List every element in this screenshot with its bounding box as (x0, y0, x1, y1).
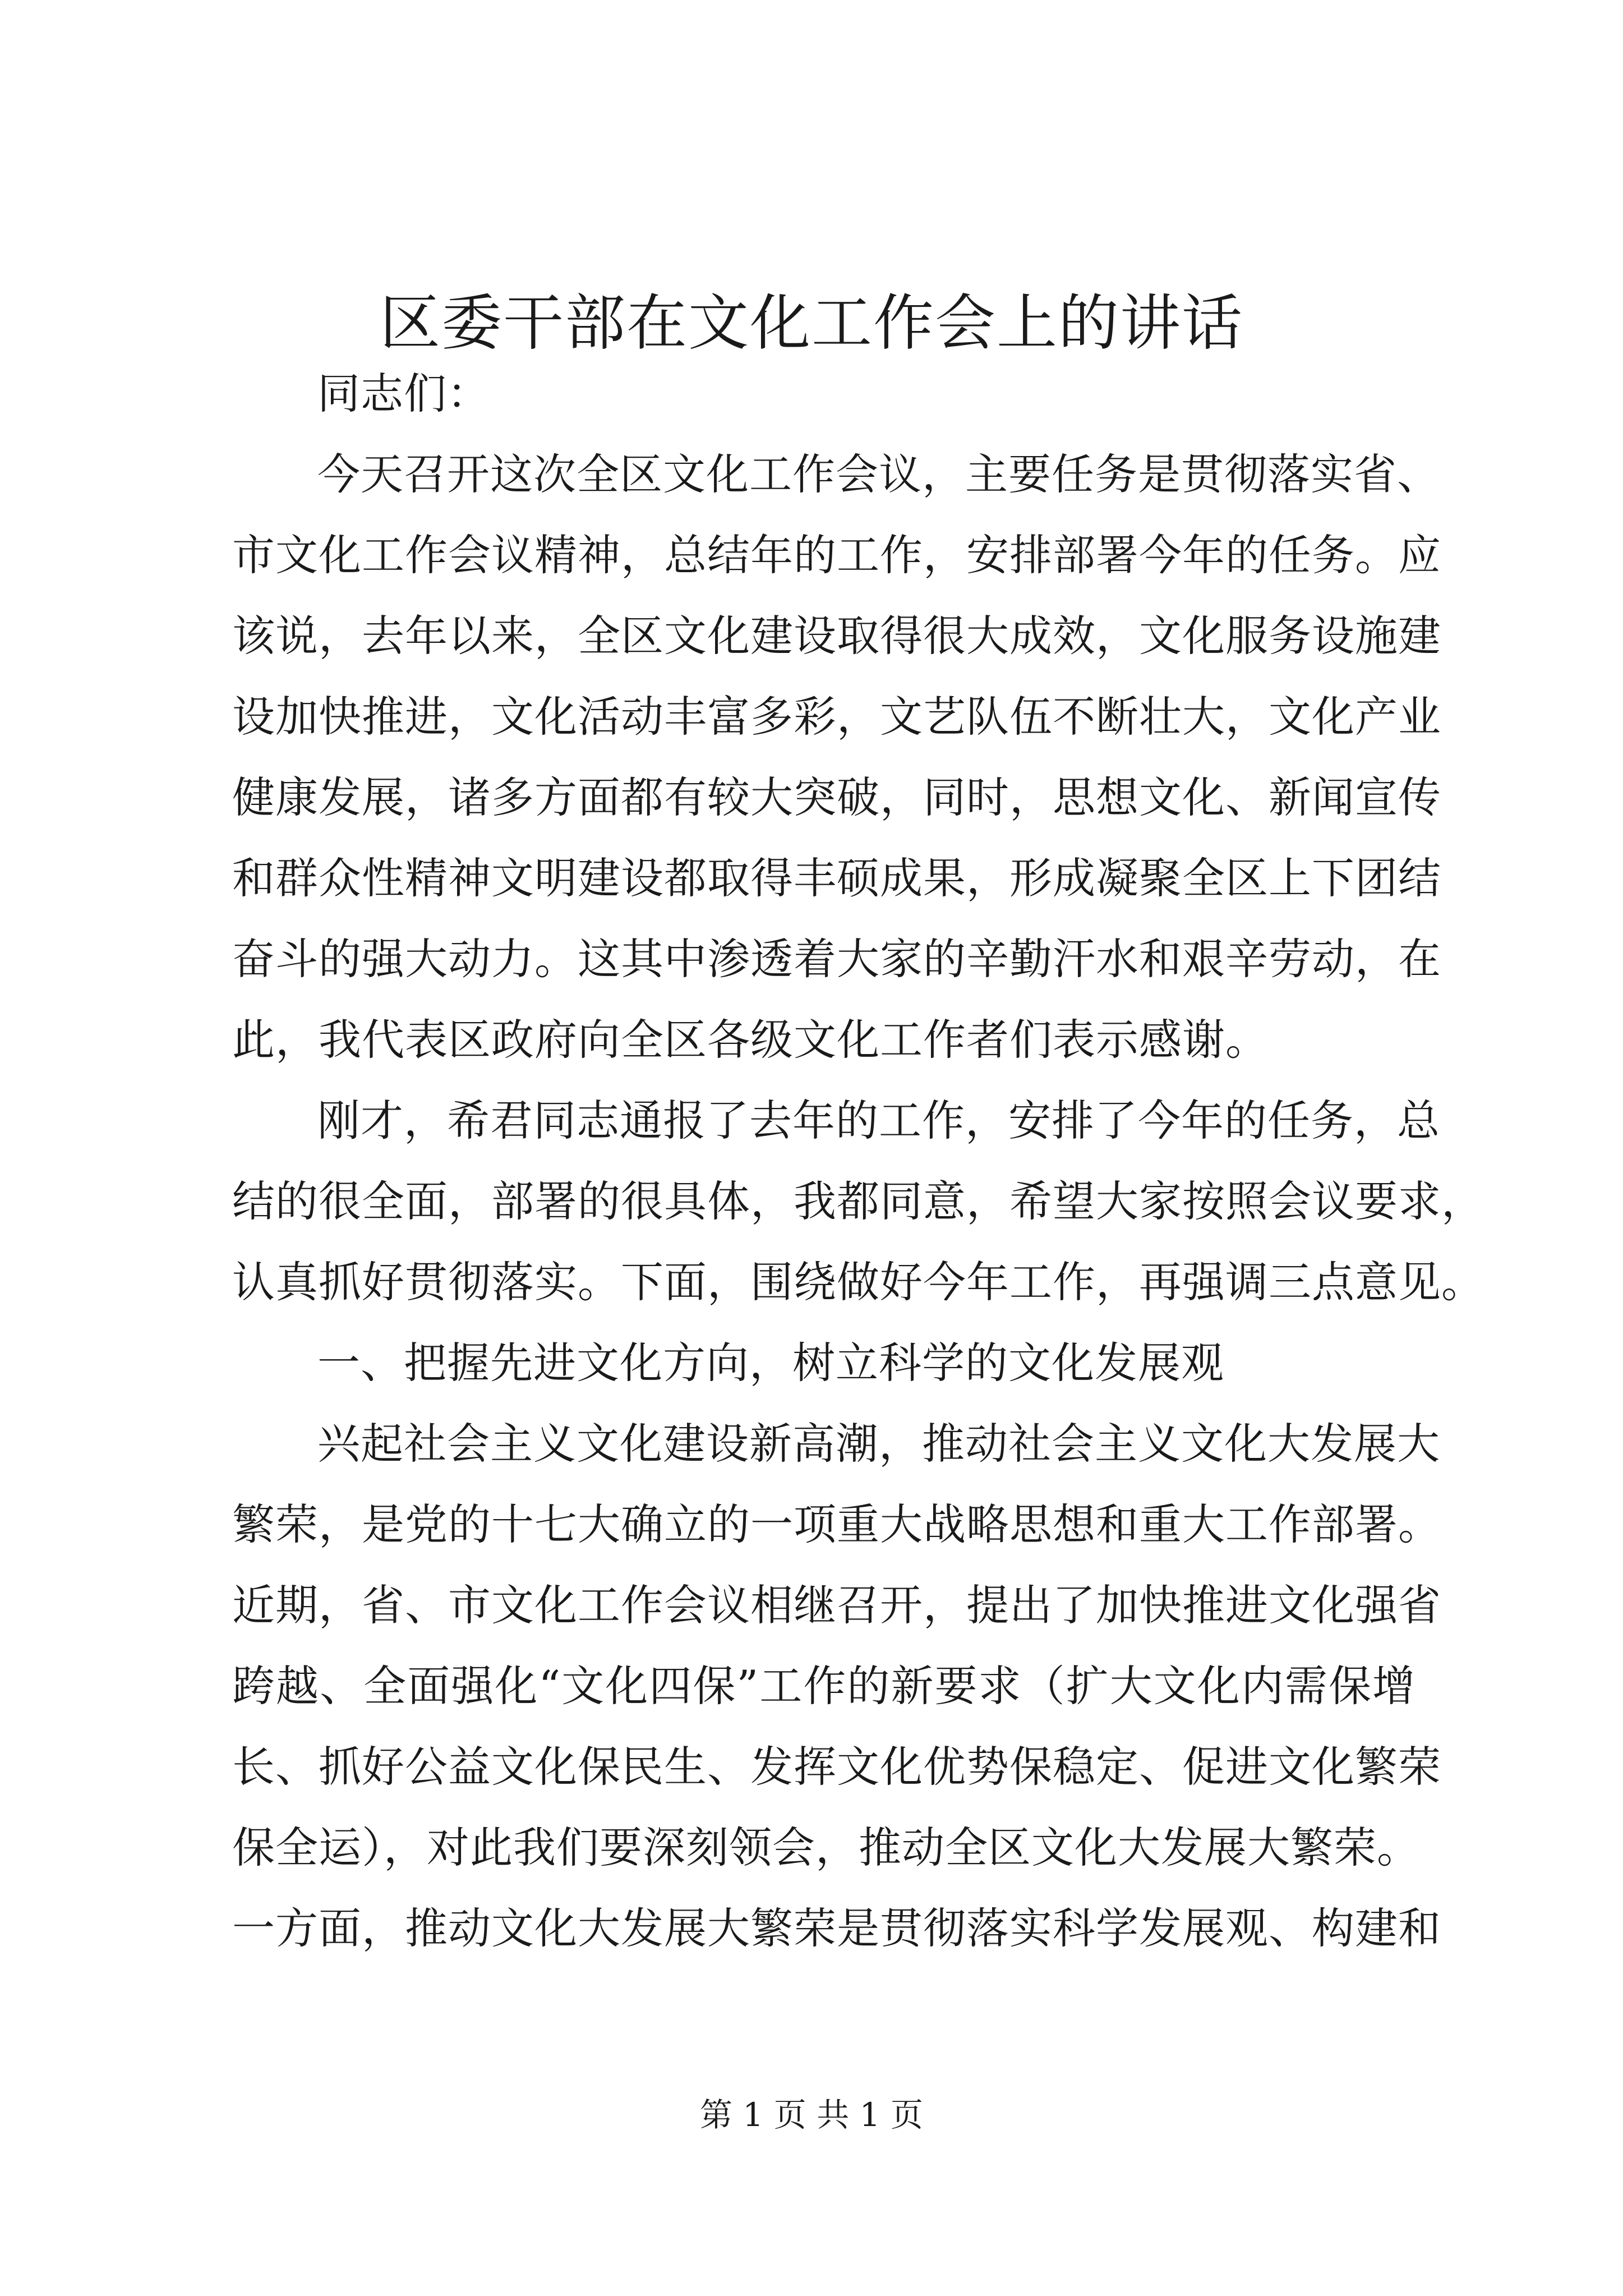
body-line: 认真抓好贯彻落实。下面，围绕做好今年工作，再强调三点意见。 (232, 1257, 1484, 1307)
body-line: 设加快推进，文化活动丰富多彩，文艺队伍不断壮大，文化产业 (232, 692, 1441, 742)
body-line: 一方面，推动文化大发展大繁荣是贯彻落实科学发展观、构建和 (232, 1903, 1441, 1953)
body-line: 市文化工作会议精神，总结年的工作，安排部署今年的任务。应 (232, 530, 1441, 580)
body-line: 健康发展，诸多方面都有较大突破，同时，思想文化、新闻宣传 (232, 772, 1441, 822)
body-line: 今天召开这次全区文化工作会议，主要任务是贯彻落实省、 (317, 449, 1440, 499)
document-title: 区委干部在文化工作会上的讲话 (379, 288, 1243, 358)
body-line: 繁荣，是党的十七大确立的一项重大战略思想和重大工作部署。 (232, 1499, 1441, 1549)
body-line: 和群众性精神文明建设都取得丰硕成果，形成凝聚全区上下团结 (232, 853, 1441, 903)
body-line: 奋斗的强大动力。这其中渗透着大家的辛勤汗水和艰辛劳动，在 (232, 934, 1441, 984)
page-footer: 第 1 页 共 1 页 (700, 2096, 923, 2134)
body-line: 跨越、全面强化“文化四保”工作的新要求（扩大文化内需保增 (232, 1661, 1415, 1711)
section-heading: 一、把握先进文化方向，树立科学的文化发展观 (317, 1338, 1224, 1388)
body-line: 兴起社会主义文化建设新高潮，推动社会主义文化大发展大 (317, 1419, 1440, 1469)
body-line: 长、抓好公益文化保民生、发挥文化优势保稳定、促进文化繁荣 (232, 1742, 1441, 1792)
body-line: 近期，省、市文化工作会议相继召开，提出了加快推进文化强省 (232, 1580, 1441, 1630)
body-line: 该说，去年以来，全区文化建设取得很大成效，文化服务设施建 (232, 611, 1441, 661)
body-line: 此，我代表区政府向全区各级文化工作者们表示感谢。 (232, 1015, 1269, 1065)
salutation-line: 同志们： (317, 369, 490, 418)
body-line: 刚才，希君同志通报了去年的工作，安排了今年的任务，总 (317, 1096, 1440, 1145)
body-line: 结的很全面，部署的很具体，我都同意，希望大家按照会议要求， (232, 1176, 1484, 1226)
document-body (232, 353, 1484, 1969)
body-line: 保全运），对此我们要深刻领会，推动全区文化大发展大繁荣。 (232, 1823, 1420, 1872)
